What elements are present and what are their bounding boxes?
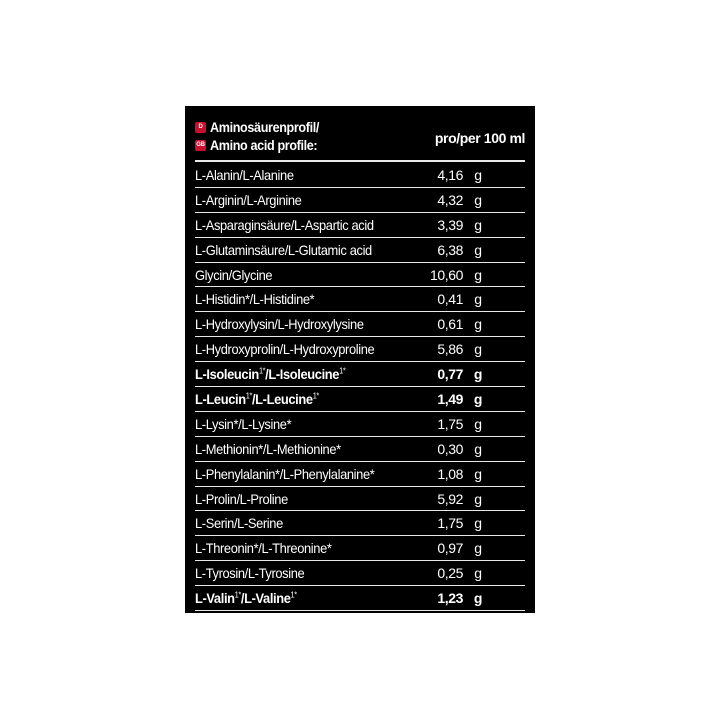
amino-acid-unit: g <box>474 166 482 183</box>
table-row-bcaa <box>195 362 525 387</box>
amino-acid-name: L-Asparaginsäure/L-Aspartic acid <box>195 216 374 233</box>
amino-acid-name: L-Histidin*/L-Histidine* <box>195 291 315 308</box>
footnote-marker: 1* <box>290 590 297 600</box>
footnote-marker: 1* <box>258 366 266 376</box>
amino-acid-value: 4,32 <box>437 191 463 208</box>
amino-acid-name: L-Threonin*/L-Threonine* <box>195 540 332 557</box>
table-body <box>195 163 525 611</box>
amino-acid-name <box>195 391 388 407</box>
table-row <box>195 437 525 462</box>
amino-acid-unit: g <box>474 341 482 358</box>
amino-acid-value: 10,60 <box>429 266 463 283</box>
amino-acid-unit: g <box>474 440 482 457</box>
table-row <box>195 188 525 213</box>
amino-acid-unit: g <box>474 216 482 233</box>
amino-acid-value: 5,92 <box>437 490 463 507</box>
amino-acid-unit: g <box>474 291 482 308</box>
footnote-marker: 1* <box>339 366 346 376</box>
header-title-en: Amino acid profile: <box>210 137 318 153</box>
table-row <box>195 263 525 288</box>
amino-acid-unit: g <box>473 590 483 607</box>
name-en: /L-Valine <box>240 590 291 607</box>
amino-acid-name: L-Prolin/L-Proline <box>195 490 288 507</box>
amino-acid-unit: g <box>474 241 482 258</box>
amino-acid-name <box>195 590 388 606</box>
amino-acid-unit: g <box>474 415 482 432</box>
amino-acid-name: L-Alanin/L-Alanine <box>195 166 294 183</box>
amino-acid-name: L-Serin/L-Serine <box>195 515 283 532</box>
amino-acid-unit: g <box>474 540 482 557</box>
table-row-bcaa <box>195 586 525 611</box>
table-row <box>195 312 525 337</box>
table-row <box>195 536 525 561</box>
amino-acid-name: L-Hydroxylysin/L-Hydroxylysine <box>195 316 364 333</box>
amino-acid-value: 0,77 <box>437 366 463 383</box>
table-row <box>195 561 525 586</box>
amino-acid-value: 6,38 <box>437 241 463 258</box>
name-de: L-Valin <box>195 590 235 607</box>
name-de: L-Isoleucin <box>195 366 259 383</box>
amino-acid-name: L-Arginin/L-Arginine <box>195 191 302 208</box>
amino-acid-value: 0,61 <box>437 316 463 333</box>
amino-acid-unit: g <box>474 565 482 582</box>
table-header <box>195 112 525 162</box>
name-de: L-Leucin <box>195 390 246 407</box>
amino-acid-value: 4,16 <box>437 166 463 183</box>
table-row <box>195 412 525 437</box>
amino-acid-value: 1,49 <box>437 390 463 407</box>
amino-acid-value: 3,39 <box>437 216 463 233</box>
amino-acid-value: 0,30 <box>437 440 463 457</box>
footnote-marker: 1* <box>245 391 252 401</box>
table-row-bcaa <box>195 387 525 412</box>
table-row <box>195 462 525 487</box>
header-line-de <box>195 119 405 135</box>
footnote-marker: 1* <box>312 391 319 401</box>
amino-acid-value: 1,08 <box>437 465 463 482</box>
german-flag-icon: D <box>195 122 206 133</box>
amino-acid-unit: g <box>474 266 482 283</box>
amino-acid-name <box>195 366 388 382</box>
amino-acid-name: L-Hydroxyprolin/L-Hydroxyproline <box>195 341 375 358</box>
table-row <box>195 487 525 512</box>
name-en: /L-Isoleucine <box>265 366 340 383</box>
amino-acid-value: 1,75 <box>437 515 463 532</box>
amino-acid-unit: g <box>474 490 482 507</box>
amino-acid-name: L-Tyrosin/L-Tyrosine <box>195 565 305 582</box>
amino-acid-unit: g <box>473 366 483 383</box>
table-row <box>195 287 525 312</box>
amino-acid-unit: g <box>474 465 482 482</box>
amino-acid-value: 0,97 <box>437 540 463 557</box>
amino-acid-unit: g <box>474 191 482 208</box>
header-title-block <box>195 119 405 153</box>
amino-acid-name: L-Phenylalanin*/L-Phenylalanine* <box>195 465 375 482</box>
uk-flag-icon: GB <box>195 140 206 151</box>
table-row <box>195 511 525 536</box>
header-title-de: Aminosäurenprofil/ <box>210 119 320 135</box>
header-line-en <box>195 137 405 153</box>
amino-acid-value: 5,86 <box>437 341 463 358</box>
amino-acid-name: L-Lysin*/L-Lysine* <box>195 415 292 432</box>
name-en: /L-Leucine <box>251 390 313 407</box>
table-row <box>195 163 525 188</box>
amino-acid-value: 1,75 <box>437 415 463 432</box>
amino-acid-table <box>185 106 535 613</box>
amino-acid-name: L-Methionin*/L-Methionine* <box>195 440 341 457</box>
table-row <box>195 238 525 263</box>
table-row <box>195 213 525 238</box>
amino-acid-value: 1,23 <box>437 590 463 607</box>
amino-acid-unit: g <box>473 390 483 407</box>
amino-acid-value: 0,41 <box>437 291 463 308</box>
amino-acid-value: 0,25 <box>437 565 463 582</box>
amino-acid-unit: g <box>474 515 482 532</box>
amino-acid-unit: g <box>474 316 482 333</box>
column-header-per-100ml: pro/per 100 ml <box>434 130 525 146</box>
table-row <box>195 337 525 362</box>
footnote-marker: 1* <box>234 590 241 600</box>
amino-acid-name: Glycin/Glycine <box>195 266 273 283</box>
amino-acid-name: L-Glutaminsäure/L-Glutamic acid <box>195 241 372 258</box>
